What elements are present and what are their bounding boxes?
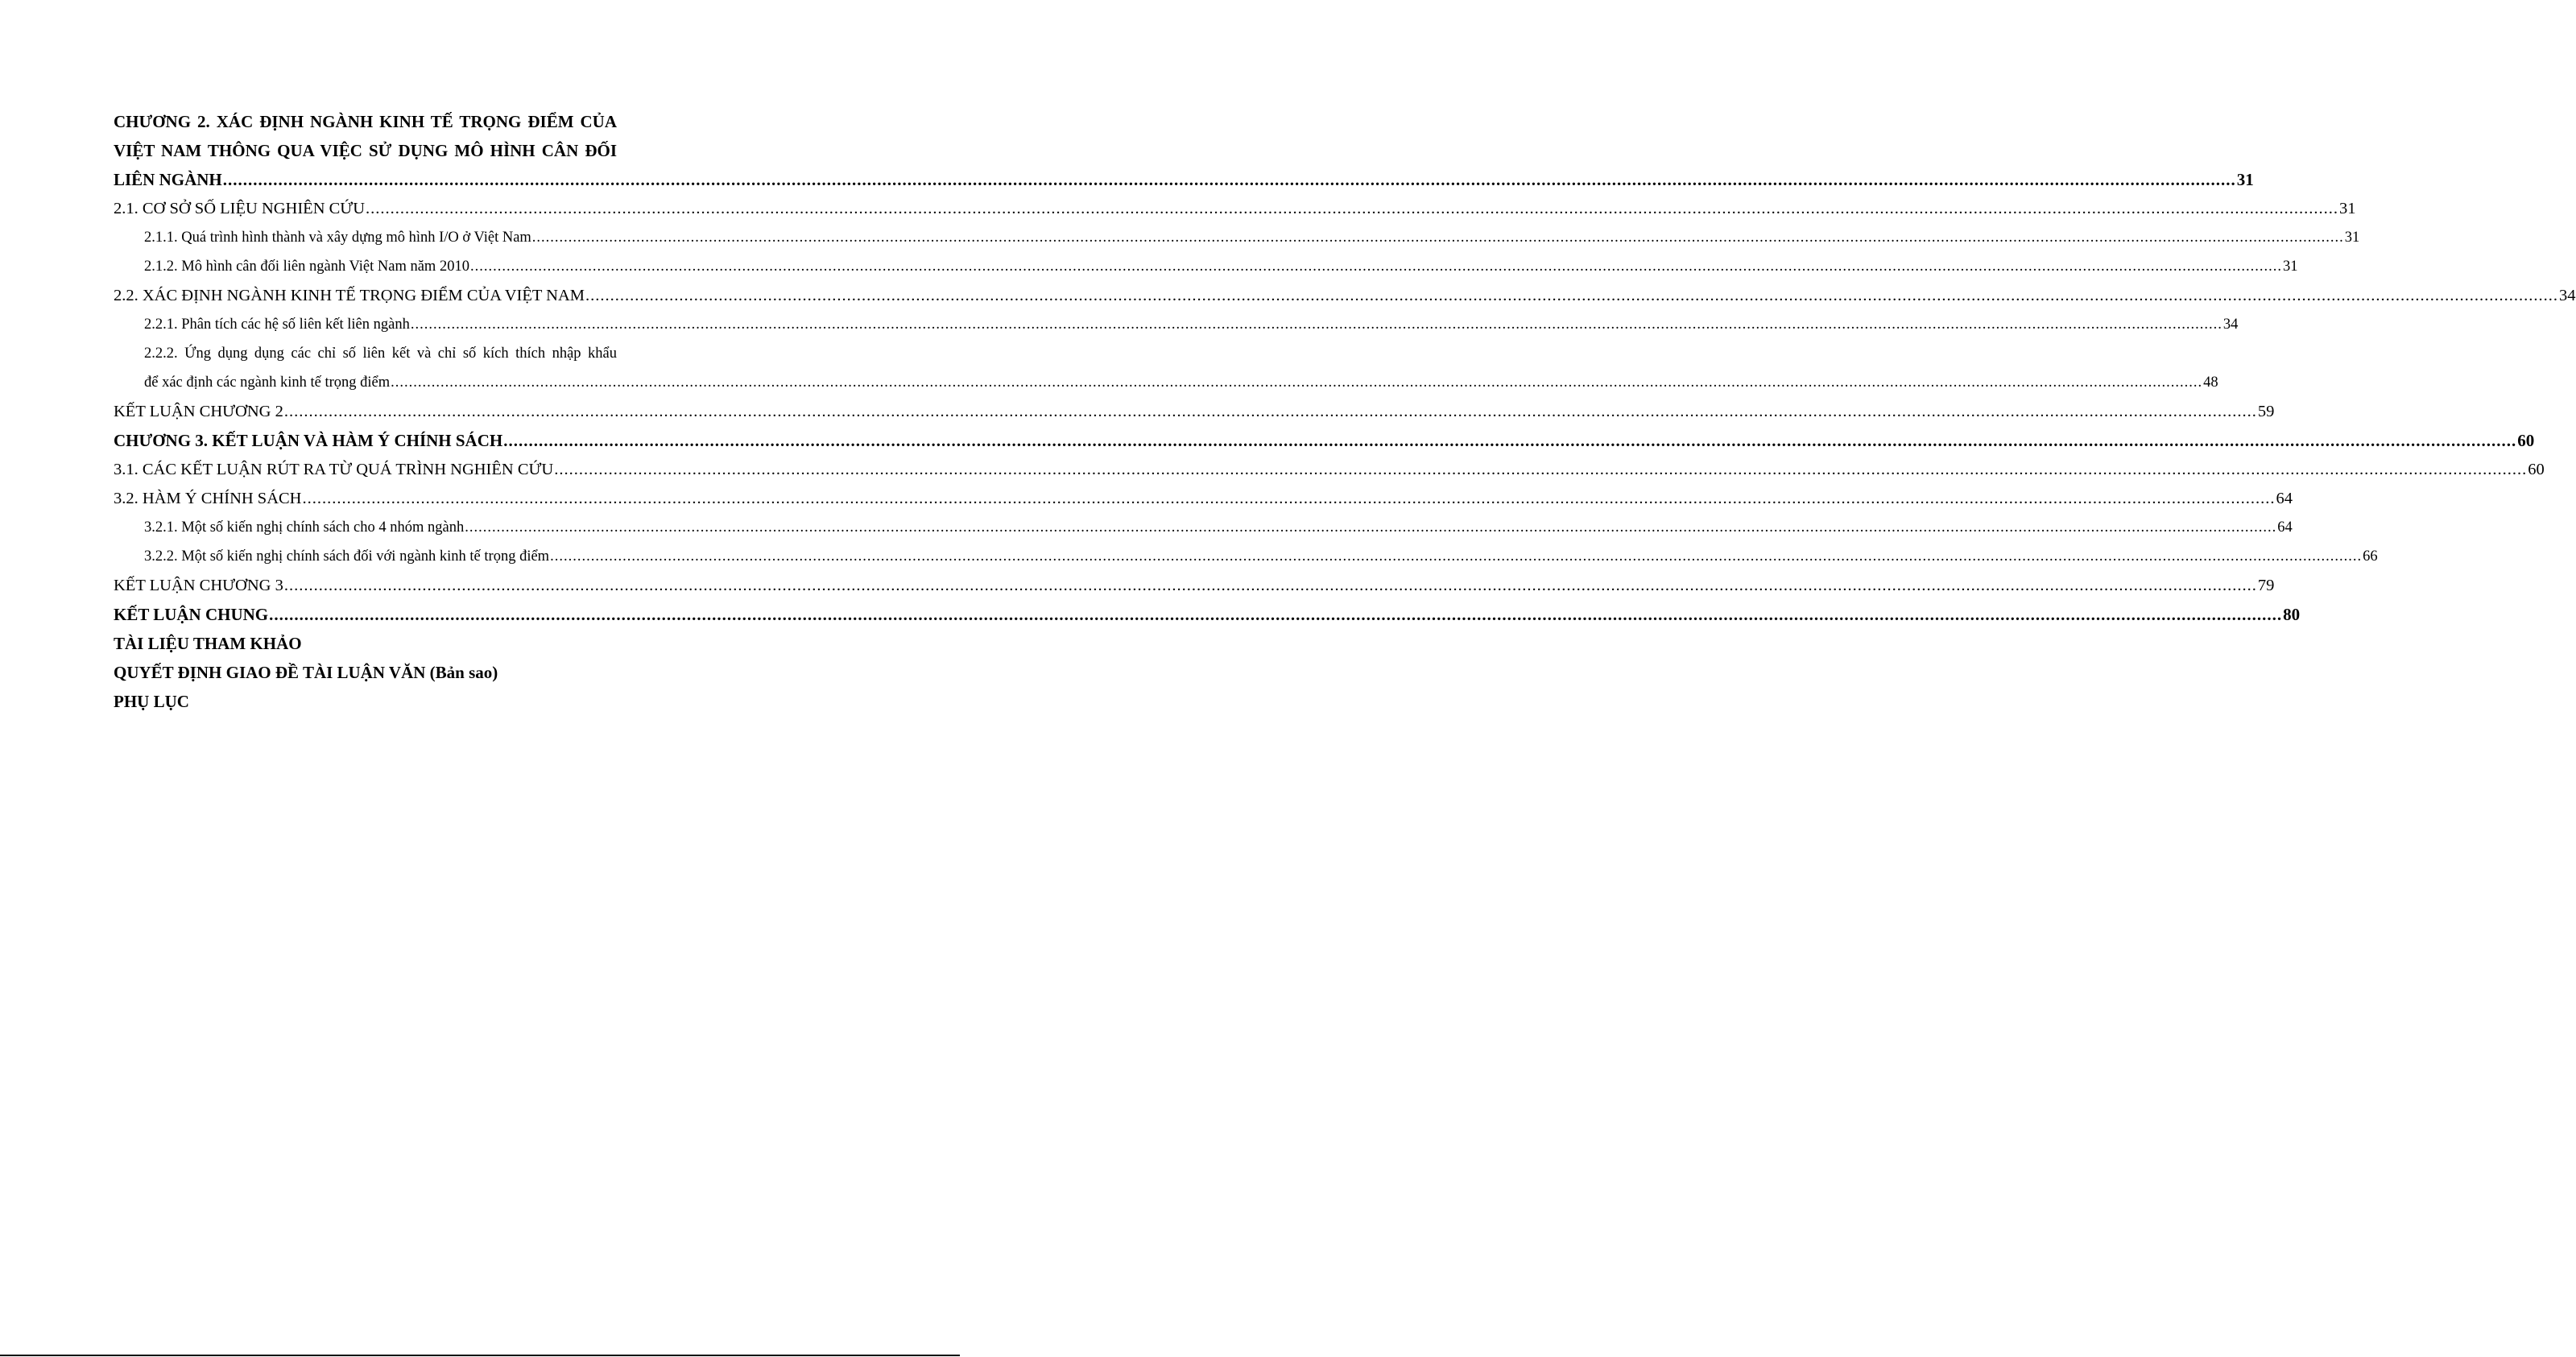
toc-dot-leader: ................................................................................................................................................................................................................................................................................................................................................................................................................ [366,200,2339,217]
toc-entry-title: KẾT LUẬN CHUNG [114,605,269,624]
toc-dot-leader: ................................................................................................................................................................................................................................................................................................................................................................................................................ [531,230,2344,246]
toc-dot-leader: ................................................................................................................................................................................................................................................................................................................................................................................................................ [302,490,2276,507]
toc-entry-title: PHỤ LỤC [114,692,189,711]
toc-entry-title: KẾT LUẬN CHƯƠNG 3 [114,577,283,594]
toc-dot-leader: ................................................................................................................................................................................................................................................................................................................................................................................................................ [269,605,2283,624]
toc-dot-leader: ................................................................................................................................................................................................................................................................................................................................................................................................................ [391,374,2203,391]
toc-dot-leader: ................................................................................................................................................................................................................................................................................................................................................................................................................ [554,461,2528,478]
toc-entry-title: 2.2. XÁC ĐỊNH NGÀNH KINH TẾ TRỌNG ĐIỂM CỦA VIỆT NAM [114,287,585,304]
toc-dot-leader: ................................................................................................................................................................................................................................................................................................................................................................................................................ [585,287,2559,304]
toc-entry[interactable] [114,107,617,136]
toc-page-number: 31 [2339,200,2356,217]
toc-dot-leader: ................................................................................................................................................................................................................................................................................................................................................................................................................ [222,170,2236,189]
toc-entry-title: QUYẾT ĐỊNH GIAO ĐỀ TÀI LUẬN VĂN (Bản sao) [114,663,498,682]
toc-entry-title: CHƯƠNG 3. KẾT LUẬN VÀ HÀM Ý CHÍNH SÁCH [114,431,503,450]
toc-page-number: 79 [2257,577,2275,594]
toc-entry-title: VIỆT NAM THÔNG QUA VIỆC SỬ DỤNG MÔ HÌNH CÂN ĐỐI [114,141,617,160]
toc-entry[interactable] [114,165,2254,194]
toc-page-number: 80 [2283,605,2301,624]
toc-page-number: 64 [2277,519,2293,536]
toc-entry-title: 2.2.2. Ứng dụng dụng các chỉ số liên kết và chỉ số kích thích nhập khẩu [144,345,617,362]
toc-dot-leader: ................................................................................................................................................................................................................................................................................................................................................................................................................ [465,519,2277,536]
toc-page-number: 66 [2363,548,2378,565]
toc-entry[interactable] [114,629,617,658]
toc-entry-title: để xác định các ngành kinh tế trọng điểm [144,374,391,391]
page-bottom-border [0,1355,960,1356]
toc-entry[interactable] [114,397,2275,426]
toc-entry[interactable] [114,194,2356,223]
toc-dot-leader: ................................................................................................................................................................................................................................................................................................................................................................................................................ [503,431,2517,450]
toc-entry-title: 3.2.2. Một số kiến nghị chính sách đối với ngành kinh tế trọng điểm [144,548,550,565]
toc-entry-title: TÀI LIỆU THAM KHẢO [114,634,302,653]
toc-entry-title: 3.2.1. Một số kiến nghị chính sách cho 4 nhóm ngành [144,519,465,536]
toc-entry[interactable] [114,571,2275,600]
toc-entry-title: CHƯƠNG 2. XÁC ĐỊNH NGÀNH KINH TẾ TRỌNG ĐIỂM CỦA [114,112,617,131]
toc-page-number: 60 [2528,461,2545,478]
toc-dot-leader: ................................................................................................................................................................................................................................................................................................................................................................................................................ [283,577,2257,594]
toc-entry[interactable] [114,687,617,716]
toc-entry[interactable] [114,310,2239,339]
toc-page-number: 64 [2276,490,2293,507]
toc-page-number: 60 [2517,431,2535,450]
toc-dot-leader: ................................................................................................................................................................................................................................................................................................................................................................................................................ [410,316,2222,333]
toc-dot-leader: ................................................................................................................................................................................................................................................................................................................................................................................................................ [469,259,2282,275]
toc-page-number: 31 [2344,230,2360,246]
toc-entry-title: LIÊN NGÀNH [114,170,222,189]
toc-entry[interactable] [114,600,2301,629]
toc-page-number: 48 [2203,374,2218,391]
toc-entry[interactable] [114,368,2218,397]
toc-entry[interactable] [114,136,617,165]
table-of-contents [114,107,2576,716]
toc-entry-title: 3.2. HÀM Ý CHÍNH SÁCH [114,490,302,507]
toc-entry[interactable] [114,658,617,687]
toc-entry[interactable] [114,513,2293,542]
toc-entry[interactable] [114,223,2360,252]
toc-entry-title: 2.1.2. Mô hình cân đối liên ngành Việt Nam năm 2010 [144,259,469,275]
toc-entry-title: 2.1. CƠ SỞ SỐ LIỆU NGHIÊN CỨU [114,200,366,217]
toc-entry-title: KẾT LUẬN CHƯƠNG 2 [114,403,283,420]
toc-entry[interactable] [114,484,2293,513]
toc-page-number: 31 [2282,259,2298,275]
toc-dot-leader: ................................................................................................................................................................................................................................................................................................................................................................................................................ [550,548,2363,565]
toc-page-number: 59 [2257,403,2275,420]
toc-dot-leader: ................................................................................................................................................................................................................................................................................................................................................................................................................ [283,403,2257,420]
toc-entry[interactable] [114,252,2298,281]
toc-page-number: 31 [2236,170,2254,189]
toc-entry[interactable] [114,281,2576,310]
toc-entry-title: 2.1.1. Quá trình hình thành và xây dựng mô hình I/O ở Việt Nam [144,230,531,246]
toc-entry[interactable] [114,426,2535,455]
toc-page-number: 34 [2222,316,2239,333]
toc-entry[interactable] [114,339,617,368]
toc-entry[interactable] [114,542,2378,571]
toc-entry-title: 3.1. CÁC KẾT LUẬN RÚT RA TỪ QUÁ TRÌNH NGHIÊN CỨU [114,461,554,478]
toc-entry-title: 2.2.1. Phân tích các hệ số liên kết liên ngành [144,316,410,333]
toc-page-number: 34 [2559,287,2576,304]
toc-entry[interactable] [114,455,2545,484]
